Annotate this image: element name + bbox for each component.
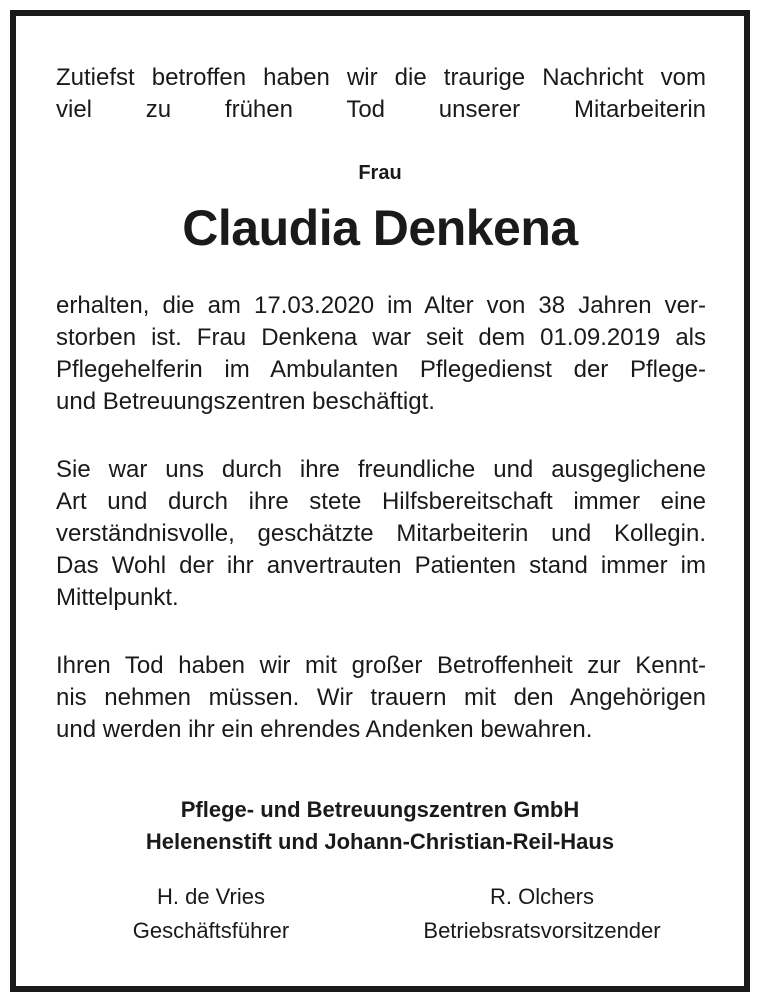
text-line: Pflegehelferin im Ambulanten Pflegedienst der Pflege- [56,356,706,383]
signatory-role: Geschäftsführer [132,918,290,943]
text-line: Ihren Tod haben wir mit großer Betroffenheit zur Kennt- [56,652,706,679]
text-line: Das Wohl der ihr anvertrauten Patienten stand immer im [56,552,706,579]
signatory-role: Betriebsratsvorsitzender [423,918,661,943]
text-line: und Betreuungszentren beschäftigt. [56,388,435,415]
obituary-frame [10,10,750,992]
organization-name: Pflege- und Betreuungszentren GmbH [180,797,580,822]
paragraph-1 [56,290,706,418]
signatory-name: H. de Vries [156,884,265,909]
text-line: erhalten, die am 17.03.2020 im Alter von 38 Jahren ver- [56,292,706,319]
paragraph-2 [56,454,706,614]
signatory-name: R. Olchers [490,884,594,909]
signatory-left [86,880,336,948]
intro-line: viel zu frühen Tod unserer Mitarbeiterin [56,96,706,123]
text-line: Art und durch ihre stete Hilfsbereitschaft immer eine [56,488,706,515]
text-line: nis nehmen müssen. Wir trauern mit den Angehörigen [56,684,706,711]
text-line: Mittelpunkt. [56,584,179,611]
text-line: Sie war uns durch ihre freundliche und ausgeglichene [56,456,706,483]
organization-houses: Helenenstift und Johann-Christian-Reil-Haus [145,829,615,854]
signatory-right [392,880,692,948]
text-line: und werden ihr ein ehrendes Andenken bewahren. [56,716,593,743]
intro-line: Zutiefst betroffen haben wir die traurige Nachricht vom [56,64,706,91]
intro-text [56,62,706,126]
text-line: storben ist. Frau Denkena war seit dem 01.09.2019 als [56,324,706,351]
deceased-name: Claudia Denkena [182,200,578,256]
text-line: verständnisvolle, geschätzte Mitarbeiterin und Kollegin. [56,520,706,547]
paragraph-3 [56,650,706,746]
salutation: Frau [358,162,402,184]
